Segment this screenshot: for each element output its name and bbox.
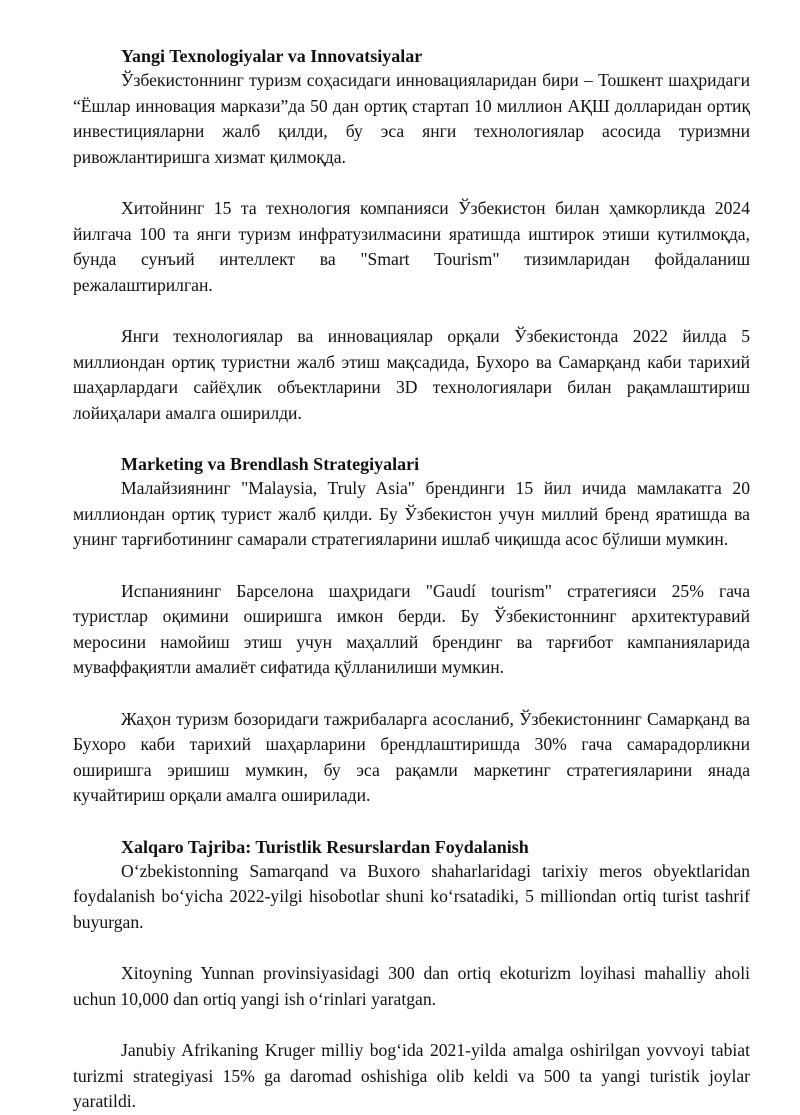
section-heading: Yangi Texnologiyalar va Innovatsiyalar [121, 46, 423, 66]
section-new-technologies [73, 44, 750, 426]
paragraph: Янги технологиялар ва инновациялар орқали Ўзбекистонда 2022 йилда 5 миллиондан ортиқ туристни жалб этиш мақсадида, Бухоро ва Самарқанд каби тарихий шаҳарлардаги сайёҳлик объектларини 3D технологиялари билан рақамлаштириш лойиҳалари амалга оширилди. [73, 326, 750, 423]
paragraph: Хитойнинг 15 та технология компанияси Ўзбекистон билан ҳамкорликда 2024 йилгача 100 та янги туризм инфратузилмасини яратишда иштирок этиши кутилмоқда, бунда сунъий интеллект ва "Smart Tourism" тизимларидан фойдаланиш режалаштирилган. [73, 198, 750, 295]
paragraph: Малайзиянинг "Malaysia, Truly Asia" брендинги 15 йил ичида мамлакатга 20 миллиондан ортиқ турист жалб қилди. Бу Ўзбекистон учун миллий бренд яратишда ва унинг тарғиботининг самарали стратегияларини ишлаб чиқишда асос бўлиши мумкин. [73, 478, 750, 549]
paragraph: Жаҳон туризм бозоридаги тажрибаларга асосланиб, Ўзбекистоннинг Самарқанд ва Бухоро каби тарихий шаҳарларини брендлаштиришда 30% гача самарадорликни оширишга эришиш мумкин, бу эса рақамли маркетинг стратегияларини янада кучайтириш орқали амалга оширилади. [73, 708, 750, 805]
section-heading: Xalqaro Tajriba: Turistlik Resurslardan Foydalanish [121, 836, 529, 857]
paragraph: O‘zbekistonning Samarqand va Buxoro shaharlaridagi tarixiy meros obyektlaridan foydalanish bo‘yicha 2022-yilgi hisobotlar shuni ko‘rsatadiki, 5 milliondan ortiq turist tashrif buyurgan. [73, 860, 750, 932]
paragraph: Xitoyning Yunnan provinsiyasidagi 300 dan ortiq ekoturizm loyihasi mahalliy aholi uchun 10,000 dan ortiq yangi ish o‘rinlari yaratgan. [73, 963, 750, 1009]
paragraph: Janubiy Afrikaning Kruger milliy bog‘ida 2021-yilda amalga oshirilgan yovvoyi tabiat turizmi strategiyasi 15% ga daromad oshishiga olib keldi va 500 ta yangi turistik joylar yaratildi. [73, 1040, 750, 1111]
section-heading: Marketing va Brendlash Strategiyalari [121, 454, 420, 474]
section-international-experience [73, 835, 750, 1115]
section-marketing-branding [73, 452, 750, 809]
paragraph: Испаниянинг Барселона шаҳридаги "Gaudí tourism" стратегияси 25% гача туристлар оқимини оширишга имкон берди. Бу Ўзбекистоннинг архитектуравий меросини намойиш этиш учун маҳаллий брендинг ва тарғибот кампанияларида муваффақиятли амалиёт сифатида қўлланилиши мумкин. [73, 580, 750, 677]
paragraph: Ўзбекистоннинг туризм соҳасидаги инновацияларидан бири – Тошкент шаҳридаги “Ёшлар инновация маркази”да 50 дан ортиқ стартап 10 миллион АҚШ долларидан ортиқ инвестицияларни жалб қилди, бу эса янги технологиялар асосида туризмни ривожлантиришга хизмат қилмоқда. [73, 70, 750, 167]
